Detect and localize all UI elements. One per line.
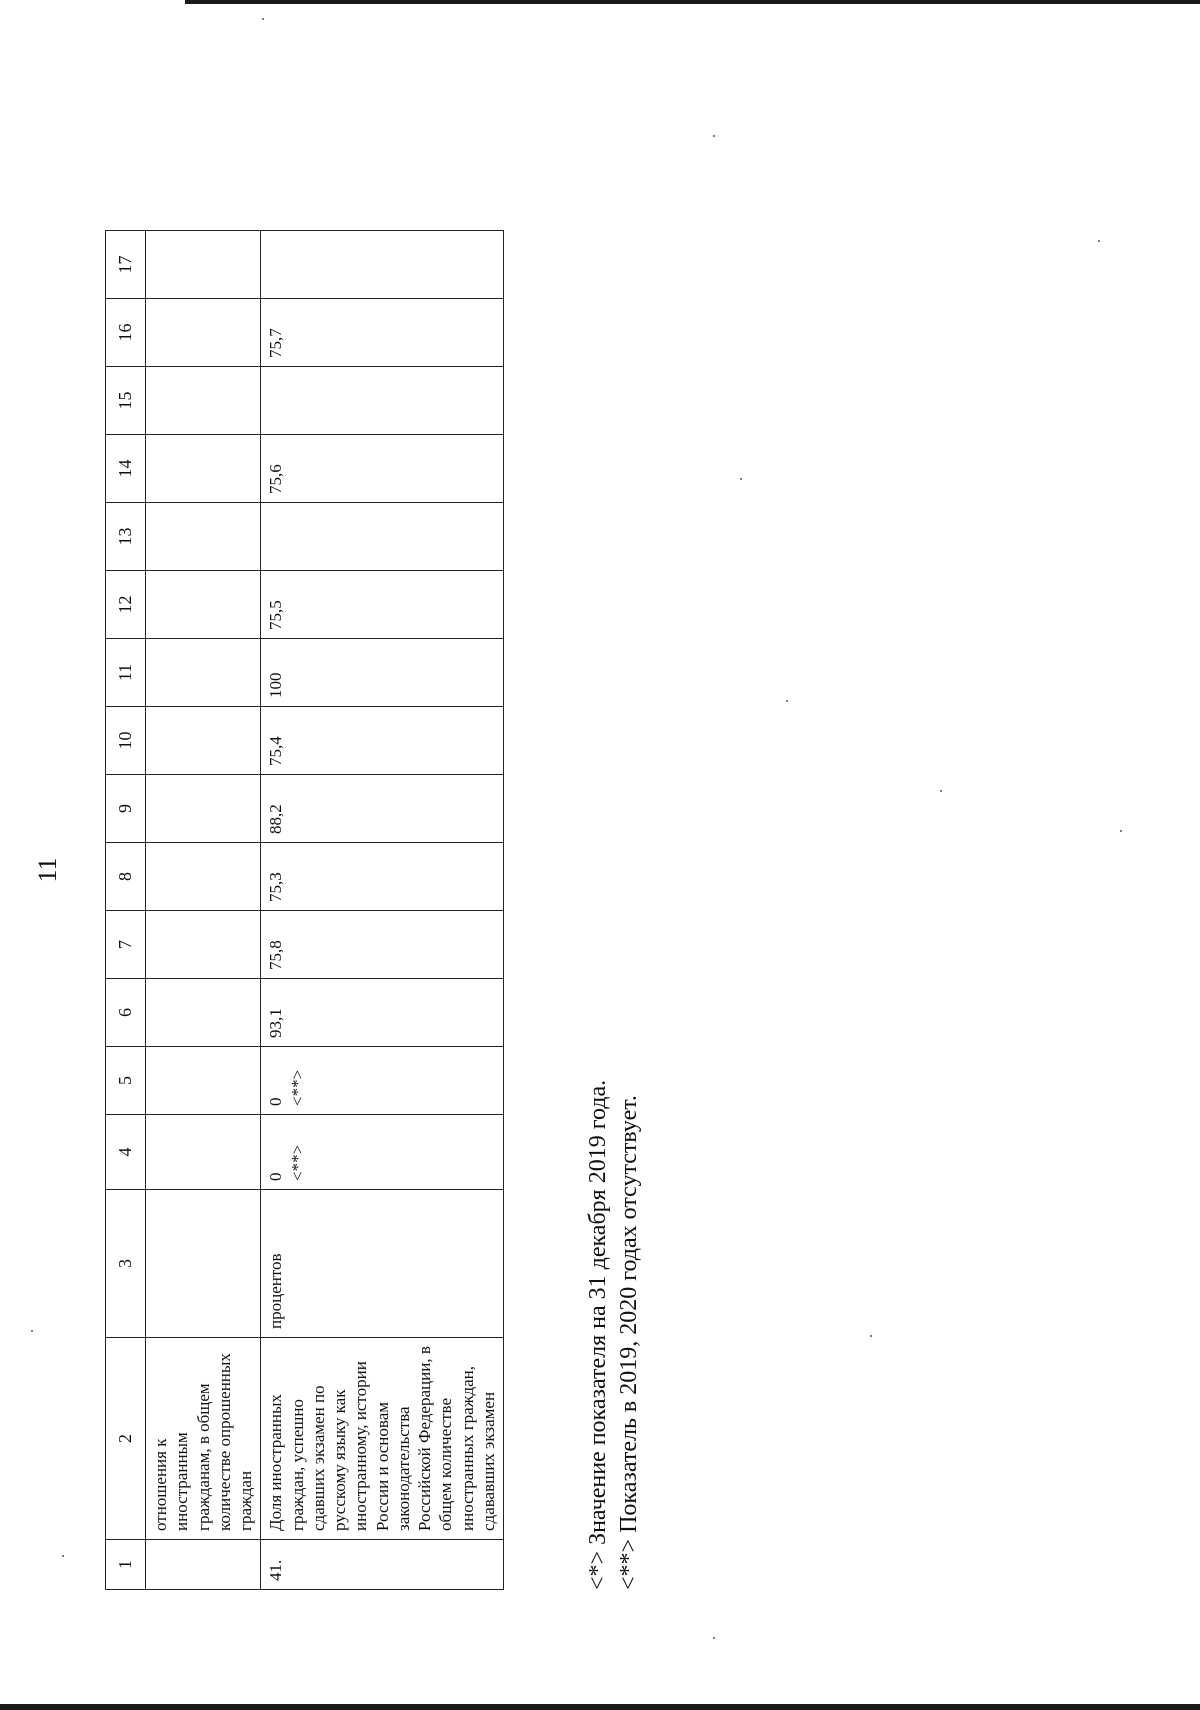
scan-speck [31, 1330, 33, 1332]
header-col-2: 2 [106, 1338, 146, 1540]
scan-speck [713, 135, 715, 137]
cell-value-col-16: 75,7 [261, 299, 504, 367]
cell-value-col-11: 100 [261, 639, 504, 707]
cell-empty [146, 1540, 261, 1590]
header-col-11: 11 [106, 639, 146, 707]
page-number: 11 [33, 857, 62, 883]
scan-speck [1098, 240, 1100, 242]
footnotes [583, 105, 645, 1590]
table-row-41 [261, 231, 504, 1590]
cell-empty [146, 707, 261, 775]
cell-value-col-7: 75,8 [261, 911, 504, 979]
cell-empty [146, 299, 261, 367]
header-row [106, 231, 146, 1590]
header-col-4: 4 [106, 1115, 146, 1190]
cell-value-col-4 [261, 1115, 504, 1190]
indicator-table [105, 230, 504, 1590]
footnote-marker: <**> [287, 1144, 307, 1181]
header-col-7: 7 [106, 911, 146, 979]
cell-empty [146, 1115, 261, 1190]
cell-unit: процентов [261, 1190, 504, 1338]
value: 0 [266, 1172, 286, 1181]
cell-value-col-10: 75,4 [261, 707, 504, 775]
scan-edge-top [185, 0, 1200, 4]
cell-empty [146, 843, 261, 911]
cell-value-col-12: 75,5 [261, 571, 504, 639]
scan-speck [940, 790, 942, 792]
scan-speck [262, 18, 264, 20]
header-col-10: 10 [106, 707, 146, 775]
cell-value-col-5 [261, 1047, 504, 1115]
cell-empty [146, 1190, 261, 1338]
cell-row-number: 41. [261, 1540, 504, 1590]
cell-value-col-17 [261, 231, 504, 299]
cell-empty [146, 571, 261, 639]
header-col-14: 14 [106, 435, 146, 503]
cell-value-col-9: 88,2 [261, 775, 504, 843]
header-col-17: 17 [106, 231, 146, 299]
header-col-12: 12 [106, 571, 146, 639]
scan-speck [1120, 830, 1122, 832]
table-row-continued [146, 231, 261, 1590]
scan-speck [713, 1637, 715, 1639]
header-col-15: 15 [106, 367, 146, 435]
header-col-16: 16 [106, 299, 146, 367]
cell-empty [146, 979, 261, 1047]
header-col-5: 5 [106, 1047, 146, 1115]
cell-empty [146, 367, 261, 435]
header-col-13: 13 [106, 503, 146, 571]
scan-edge-bottom [0, 1704, 1200, 1710]
scan-speck [786, 700, 788, 702]
scan-speck [62, 1555, 64, 1557]
footnote-single-asterisk: <*> Значение показателя на 31 декабря 2019 года. [585, 1079, 611, 1590]
header-col-6: 6 [106, 979, 146, 1047]
rotated-page-content [105, 105, 657, 1590]
scan-speck [870, 1335, 872, 1337]
header-col-9: 9 [106, 775, 146, 843]
cell-value-col-8: 75,3 [261, 843, 504, 911]
header-col-8: 8 [106, 843, 146, 911]
footnote-double-asterisk: <**> Показатель в 2019, 2020 годах отсутствует. [616, 1095, 643, 1590]
cell-indicator-description: Доля иностранных граждан, успешно сдавших экзамен по русскому языку как иностранному, истории России и основам законодательства Российской Федерации, в общем количестве иностранных граждан, сдававших экзамен [261, 1338, 504, 1540]
cell-value-col-6: 93,1 [261, 979, 504, 1047]
cell-empty [146, 435, 261, 503]
cell-value-col-15 [261, 367, 504, 435]
cell-value-col-14: 75,6 [261, 435, 504, 503]
header-col-3: 3 [106, 1190, 146, 1338]
cell-indicator-description: отношения к иностранным гражданам, в общем количестве опрошенных граждан [146, 1338, 261, 1540]
cell-empty [146, 639, 261, 707]
cell-value-col-13 [261, 503, 504, 571]
cell-empty [146, 503, 261, 571]
cell-empty [146, 1047, 261, 1115]
cell-empty [146, 231, 261, 299]
scan-speck [740, 478, 742, 480]
cell-empty [146, 911, 261, 979]
value: 0 [266, 1097, 286, 1106]
footnote-marker: <**> [287, 1069, 307, 1106]
cell-empty [146, 775, 261, 843]
header-col-1: 1 [106, 1540, 146, 1590]
